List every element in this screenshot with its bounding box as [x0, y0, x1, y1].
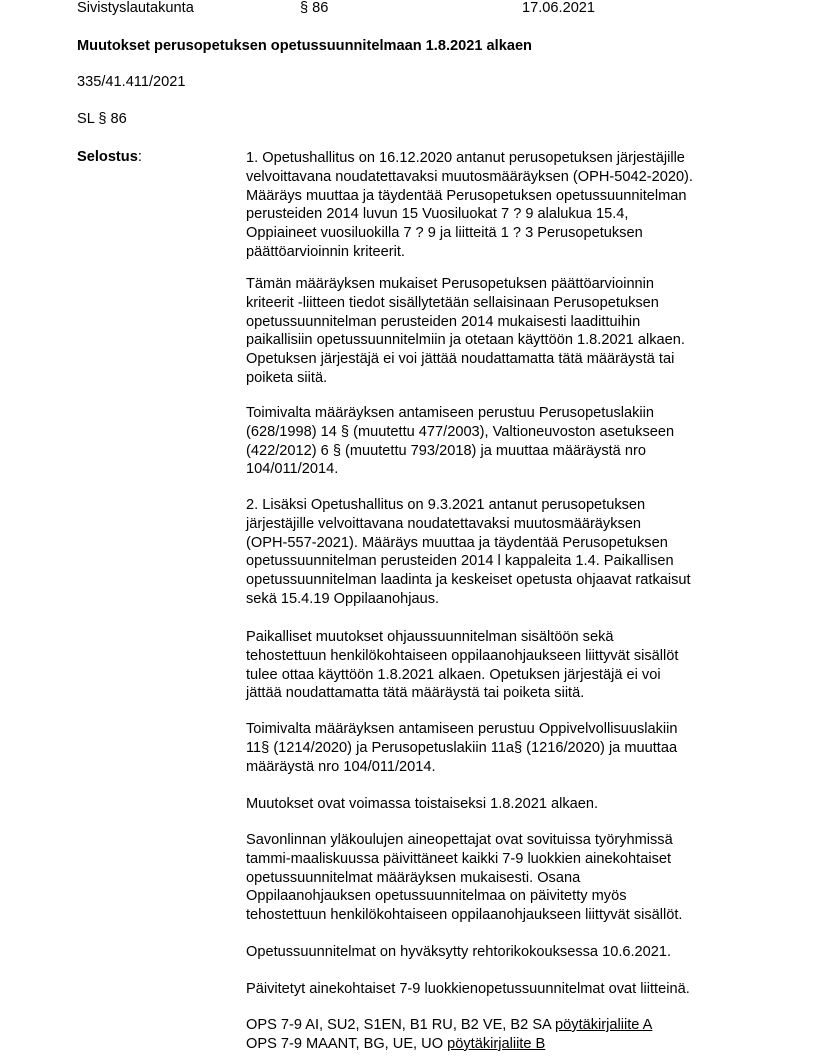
attachment-b: OPS 7-9 MAANT, BG, UE, UO pöytäkirjaliite B: [246, 1035, 546, 1052]
paragraph-9: Opetussuunnitelmat on hyväksytty rehtorikokouksessa 10.6.2021.: [246, 944, 672, 960]
paragraph-10: Päivitetyt ainekohtaiset 7-9 luokkienopetussuunnitelmat ovat liitteinä.: [246, 981, 690, 997]
attachment-a-link[interactable]: pöytäkirjaliite A: [555, 1017, 653, 1033]
attachment-b-link[interactable]: pöytäkirjaliite B: [447, 1035, 546, 1052]
attachment-a: OPS 7-9 AI, SU2, S1EN, B1 RU, B2 VE, B2 SA pöytäkirjaliite A: [246, 1017, 653, 1033]
header-body: Sivistyslautakunta: [77, 0, 194, 16]
paragraph-8: Savonlinnan yläkoulujen aineopettajat ovat sovituissa työryhmissä tammi-maaliskuussa päivittäneet kaikki 7-9 luokkien ainekohtaiset opetussuunnitelmat määräyksen mukaisesti. Osana Oppilaanohjauksen opetussuunnitelmaa on päivitetty myös tehostettuun henkilökohtaiseen oppilaanohjaukseen liittyvät sisällöt.: [246, 832, 683, 924]
paragraph-2: Tämän määräyksen mukaiset Perusopetuksen päättöarvioinnin kriteerit -liitteen tiedot sisällytetään sellaisinaan Perusopetuksen opetussuunnitelman perusteiden 2014 mukaisesti laadittuihin paikallisiin opetussuunnitelmiin ja otetaan käyttöön 1.8.2021 alkaen. Opetuksen järjestäjä ei voi jättää noudattamatta tätä määräystä tai poiketa siitä.: [246, 276, 685, 386]
header-date: 17.06.2021: [522, 0, 596, 16]
attachments-list: [246, 1016, 746, 1054]
paragraph-5: Paikalliset muutokset ohjaussuunnitelman sisältöön sekä tehostettuun henkilökohtaiseen oppilaanohjaukseen liittyvät sisällöt tulee ottaa käyttöön 1.8.2021 alkaen. Opetuksen järjestäjä ei voi jättää noudattamatta tätä määräystä tai poiketa siitä.: [246, 629, 679, 702]
paragraph-4: 2. Lisäksi Opetushallitus on 9.3.2021 antanut perusopetuksen järjestäjille velvoittavana noudatettavaksi muutosmääräyksen (OPH-557-2021). Määräys muuttaa ja täydentää Perusopetuksen opetussuunnitelman perusteiden 2014 l kappaleita 1.4. Paikallisen opetussuunnitelman laadinta ja keskeiset opetusta ohjaavat ratkaisut sekä 15.4.19 Oppilaanohjaus.: [246, 497, 691, 607]
document-title: Muutokset perusopetuksen opetussuunnitelmaan 1.8.2021 alkaen: [77, 38, 532, 54]
header-section: § 86: [300, 0, 329, 16]
selostus-label: Selostus:: [77, 149, 142, 165]
paragraph-6: Toimivalta määräyksen antamiseen perustuu Oppivelvollisuuslakiin 11§ (1214/2020) ja Perusopetuslakiin 11a§ (1216/2020) ja muuttaa määräystä nro 104/011/2014.: [246, 721, 678, 775]
sl-reference: SL § 86: [77, 111, 127, 127]
paragraph-3: Toimivalta määräyksen antamiseen perustuu Perusopetuslakiin (628/1998) 14 § (muutettu 477/2003), Valtioneuvoston asetukseen (422/2012) 6 § (muutettu 793/2018) ja muuttaa määräystä nro 104/011/2014.: [246, 405, 675, 478]
paragraph-7: Muutokset ovat voimassa toistaiseksi 1.8.2021 alkaen.: [246, 796, 599, 812]
reference-number: 335/41.411/2021: [77, 74, 186, 90]
paragraph-1: 1. Opetushallitus on 16.12.2020 antanut perusopetuksen järjestäjille velvoittavana noudatettavaksi muutosmääräyksen (OPH-5042-2020). Määräys muuttaa ja täydentää Perusopetuksen opetussuunnitelman perusteiden 2014 luvun 15 Vuosiluokat 7 ? 9 alalukua 15.4, Oppiaineet vuosiluokilla 7 ? 9 ja liitteitä 1 ? 3 Perusopetuksen päättöarvioinnin kriteerit.: [246, 150, 693, 260]
